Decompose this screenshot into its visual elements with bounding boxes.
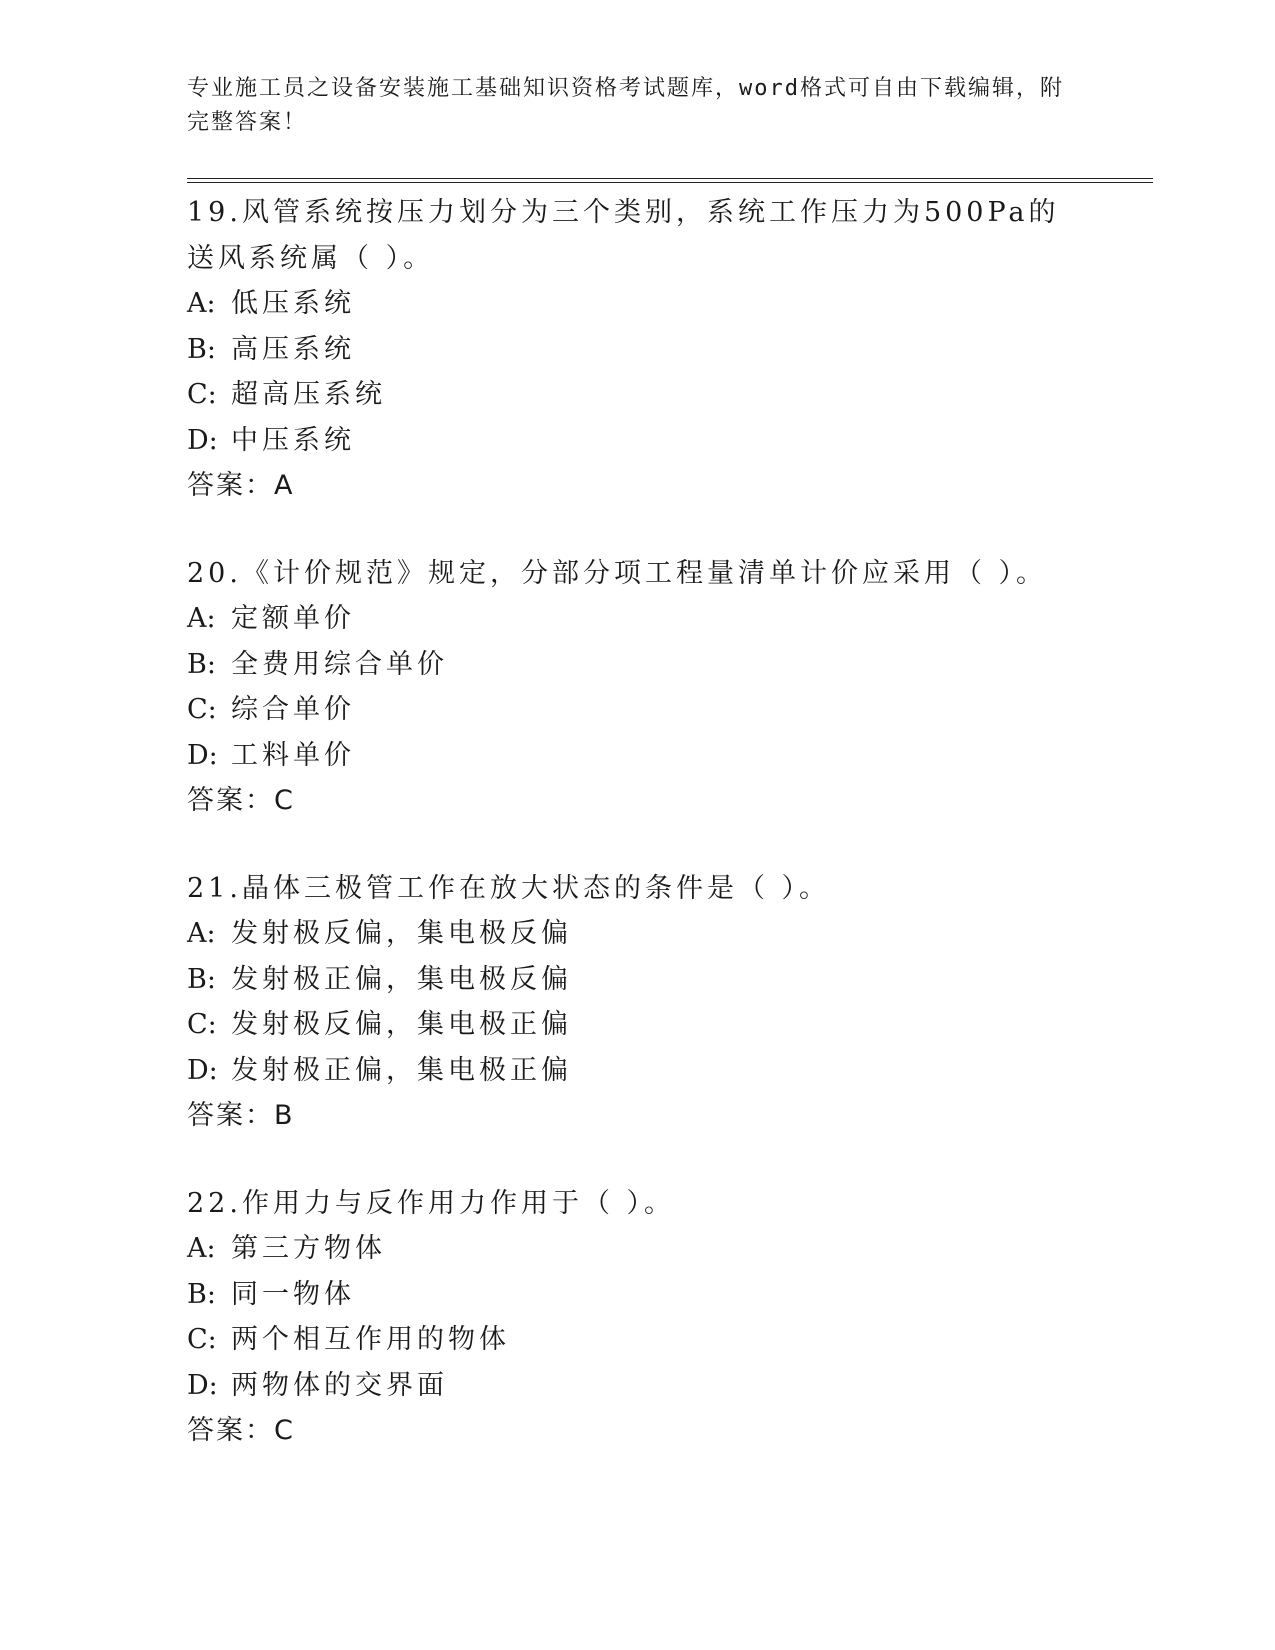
option-d	[187, 1048, 1087, 1094]
option-text: 中压系统	[231, 424, 355, 456]
question-text: 20.《计价规范》规定，分部分项工程量清单计价应采用（ ）。	[187, 557, 1048, 589]
option-text: 高压系统	[231, 333, 355, 365]
option-d	[187, 733, 1087, 779]
answer-label: 答案：	[187, 785, 274, 816]
option-text: 全费用综合单价	[231, 648, 448, 680]
option-letter: B:	[187, 333, 216, 365]
option-b	[187, 642, 1087, 688]
option-text: 工料单价	[231, 739, 355, 771]
option-text: 两个相互作用的物体	[231, 1324, 510, 1355]
option-text: 发射极正偏，集电极正偏	[231, 1054, 572, 1086]
option-a	[187, 1226, 1087, 1272]
option-text: 发射极正偏，集电极反偏	[231, 963, 572, 995]
header-divider-top	[187, 178, 1153, 179]
option-a	[187, 596, 1087, 642]
option-text: 发射极反偏，集电极反偏	[231, 918, 572, 949]
option-letter: D:	[187, 424, 218, 456]
option-text: 两物体的交界面	[231, 1369, 448, 1401]
option-c	[187, 372, 1087, 418]
option-letter: B:	[187, 648, 216, 680]
question-text: 22.作用力与反作用力作用于（ ）。	[187, 1187, 676, 1219]
answer-line	[187, 778, 1087, 824]
option-letter: C:	[187, 694, 217, 725]
answer-label: 答案：	[187, 1100, 274, 1131]
question-21	[187, 866, 1087, 1139]
option-text: 同一物体	[231, 1278, 355, 1310]
option-text: 低压系统	[231, 288, 355, 319]
option-letter: B:	[187, 963, 216, 995]
option-text: 综合单价	[231, 694, 355, 725]
answer-value: B	[274, 1100, 295, 1131]
option-letter: D:	[187, 1054, 218, 1086]
option-letter: D:	[187, 1369, 218, 1401]
option-letter: D:	[187, 739, 218, 771]
option-letter: A:	[187, 603, 216, 634]
answer-label: 答案：	[187, 1415, 274, 1446]
option-letter: C:	[187, 1009, 217, 1040]
option-letter: A:	[187, 918, 216, 949]
answer-value: C	[274, 1415, 295, 1446]
option-text: 发射极反偏，集电极正偏	[231, 1009, 572, 1040]
option-b	[187, 327, 1087, 373]
option-a	[187, 911, 1087, 957]
answer-value: C	[274, 785, 295, 816]
question-list	[187, 190, 1087, 1496]
option-text: 超高压系统	[231, 379, 386, 410]
option-text: 定额单价	[231, 603, 355, 634]
option-letter: B:	[187, 1278, 216, 1310]
option-c	[187, 1317, 1087, 1363]
document-header: 专业施工员之设备安装施工基础知识资格考试题库，word格式可自由下载编辑，附完整答案！	[187, 76, 1064, 135]
answer-line	[187, 463, 1087, 509]
option-b	[187, 957, 1087, 1003]
answer-line	[187, 1408, 1087, 1454]
option-c	[187, 1002, 1087, 1048]
option-letter: C:	[187, 379, 217, 410]
question-20	[187, 551, 1087, 824]
answer-line	[187, 1093, 1087, 1139]
option-d	[187, 1363, 1087, 1409]
answer-value: A	[274, 470, 295, 501]
question-text: 21.晶体三极管工作在放大状态的条件是（ ）。	[187, 872, 831, 904]
option-b	[187, 1272, 1087, 1318]
option-letter: A:	[187, 1233, 216, 1264]
option-a	[187, 281, 1087, 327]
question-22	[187, 1181, 1087, 1454]
option-text: 第三方物体	[231, 1233, 386, 1264]
header-divider-bottom	[187, 182, 1153, 183]
answer-label: 答案：	[187, 470, 274, 501]
question-text: 19.风管系统按压力划分为三个类别，系统工作压力为500Pa的送风系统属（ ）。	[187, 197, 1060, 274]
option-c	[187, 687, 1087, 733]
option-d	[187, 418, 1087, 464]
question-19	[187, 190, 1087, 509]
option-letter: A:	[187, 288, 216, 319]
option-letter: C:	[187, 1324, 217, 1355]
